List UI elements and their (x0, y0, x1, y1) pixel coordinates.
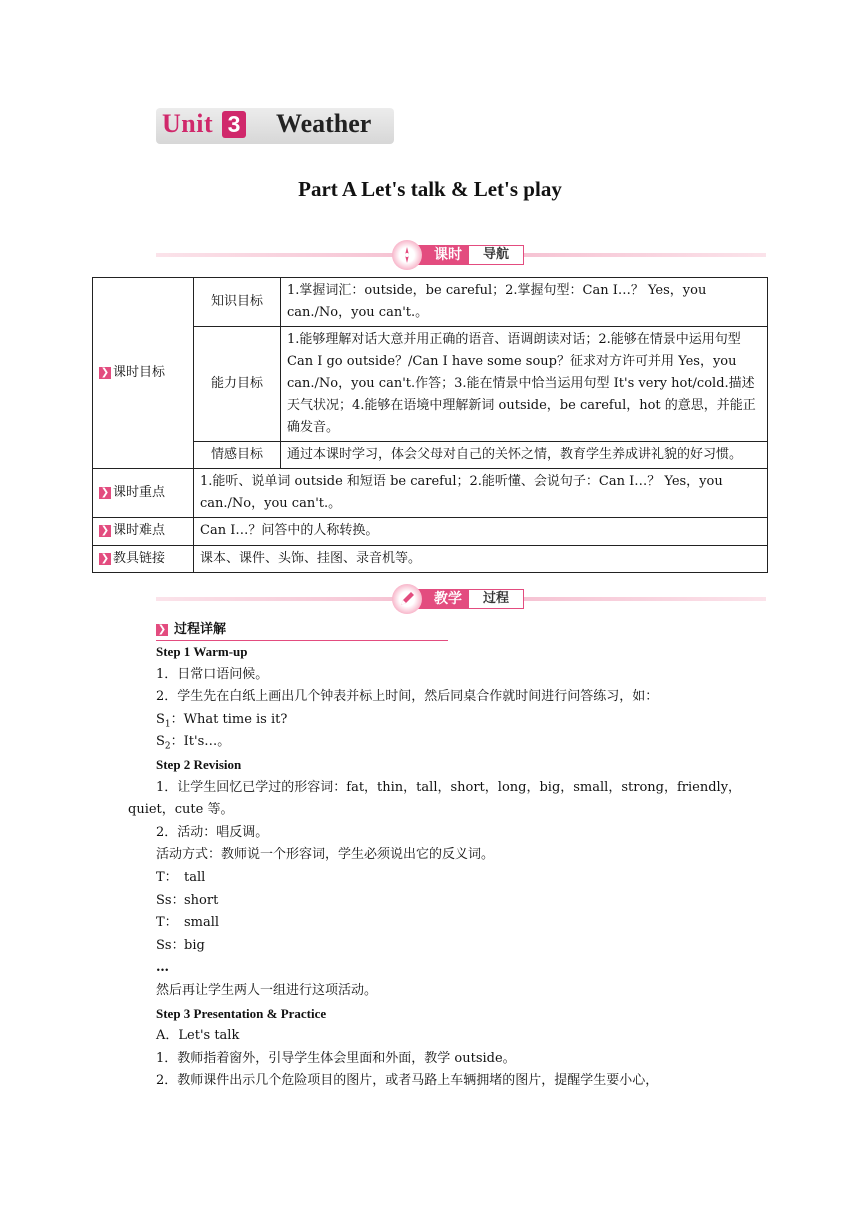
knowledge-label: 知识目标 (194, 278, 281, 327)
unit-label: Unit (162, 109, 214, 138)
utterance: tall (184, 869, 206, 885)
step1-line2: 2．学生先在白纸上画出几个钟表并标上时间，然后同桌合作就时间进行问答练习，如： (156, 689, 659, 705)
key-points-cell (93, 469, 194, 518)
step2-line2: 2．活动：唱反调。 (156, 824, 269, 840)
banner-badge (392, 587, 530, 611)
difficult-points-label: 课时难点 (113, 523, 166, 538)
utterance: short (184, 892, 219, 908)
step2-line1b: quiet，cute 等。 (128, 802, 234, 818)
difficult-points-text: Can I…？问答中的人称转换。 (194, 518, 768, 546)
ability-text: 1.能够理解对话大意并用正确的语音、语调朗读对话；2.能够在情景中运用句型 Can I go outside？/Can I have some soup？征求对方许可并用 Yes，you can./No，you can't.作答；3.能在情景中恰当运用句型 It's very hot/cold.描述天气状况；4.能够在语境中理解新词 outside，be careful，hot 的意思，并能正确发音。 (281, 327, 768, 442)
step1-dialog-s1 (156, 709, 768, 732)
arrow-icon: ❯ (100, 525, 110, 536)
step3-line1: 1．教师指着窗外，引导学生体会里面和外面，教学 outside。 (156, 1050, 516, 1066)
step1-dialog-s2 (156, 731, 768, 754)
step3-line2: 2．教师课件出示几个危险项目的图片，或者马路上车辆拥堵的图片，提醒学生要小心， (156, 1073, 659, 1089)
step2-line3: 活动方式：教师说一个形容词，学生必须说出它的反义词。 (156, 847, 495, 863)
speaker-index: 2 (164, 741, 171, 752)
utterance: big (184, 937, 205, 953)
utterance: small (184, 915, 220, 931)
utterance: ：What time is it? (170, 711, 288, 727)
speaker: Ss： (156, 937, 185, 953)
arrow-icon: ❯ (100, 486, 110, 498)
part-title: Part A Let's talk & Let's play (298, 177, 562, 201)
difficult-points-cell (93, 518, 194, 546)
key-points-text: 1.能听、说单词 outside 和短语 be careful；2.能听懂、会说句子：Can I…？ Yes，you can./No，you can't.。 (194, 469, 768, 518)
speaker: T： (156, 869, 178, 885)
banner-pink-label: 课时 (406, 245, 468, 265)
knowledge-text: 1.掌握词汇：outside，be careful；2.掌握句型：Can I…？ Yes，you can./No，you can't.。 (281, 278, 768, 327)
step2-line1a: 1．让学生回忆已学过的形容词：fat，thin，tall，short，long，big，small，strong，friendly， (156, 779, 742, 795)
arrow-icon: ❯ (157, 623, 167, 635)
pencil-icon (392, 584, 422, 614)
unit-banner (156, 108, 394, 144)
dialog-line (156, 867, 768, 890)
process-heading (156, 620, 448, 641)
compass-icon (392, 240, 422, 270)
speaker: T： (156, 915, 178, 931)
dialog-line (156, 935, 768, 958)
tools-text: 课本、课件、头饰、挂图、录音机等。 (194, 545, 768, 573)
step1-heading: Step 1 Warm-up (156, 644, 248, 659)
banner-white-label: 导航 (468, 245, 524, 265)
step1-line1: 1．日常口语问候。 (156, 666, 269, 682)
tools-label: 教具链接 (113, 550, 166, 566)
arrow-icon: ❯ (100, 366, 110, 378)
tools-cell (93, 545, 194, 573)
teaching-process-banner (156, 587, 766, 611)
step3-subheading: A．Let's talk (156, 1028, 240, 1044)
process-content (128, 620, 768, 1093)
speaker: Ss： (156, 892, 185, 908)
speaker: S (156, 711, 165, 727)
emotion-label: 情感目标 (194, 442, 281, 469)
key-points-label: 课时重点 (113, 484, 166, 500)
objectives-table (92, 277, 768, 573)
banner-pink-label: 教学 (406, 589, 468, 609)
step3-heading: Step 3 Presentation & Practice (156, 1005, 327, 1021)
emotion-text: 通过本课时学习，体会父母对自己的关怀之情，教育学生养成讲礼貌的好习惯。 (281, 442, 768, 469)
speaker: S (156, 734, 165, 750)
step2-line4: 然后再让学生两人一组进行这项活动。 (156, 982, 378, 998)
process-heading-label: 过程详解 (174, 622, 227, 637)
banner-badge (392, 243, 530, 267)
utterance: ：It's…。 (170, 734, 231, 750)
ellipsis: … (156, 960, 169, 976)
dialog-line (156, 912, 768, 935)
arrow-icon: ❯ (100, 552, 110, 564)
banner-white-label: 过程 (468, 589, 524, 609)
step2-heading: Step 2 Revision (156, 756, 242, 772)
unit-title: Weather (276, 109, 372, 138)
goal-category-cell (93, 278, 194, 469)
lesson-guide-banner (156, 243, 766, 267)
unit-number: 3 (222, 111, 246, 138)
ability-label: 能力目标 (194, 327, 281, 442)
goal-category-label: 课时目标 (113, 364, 166, 380)
speaker-index: 1 (164, 719, 171, 730)
dialog-line (156, 890, 768, 913)
